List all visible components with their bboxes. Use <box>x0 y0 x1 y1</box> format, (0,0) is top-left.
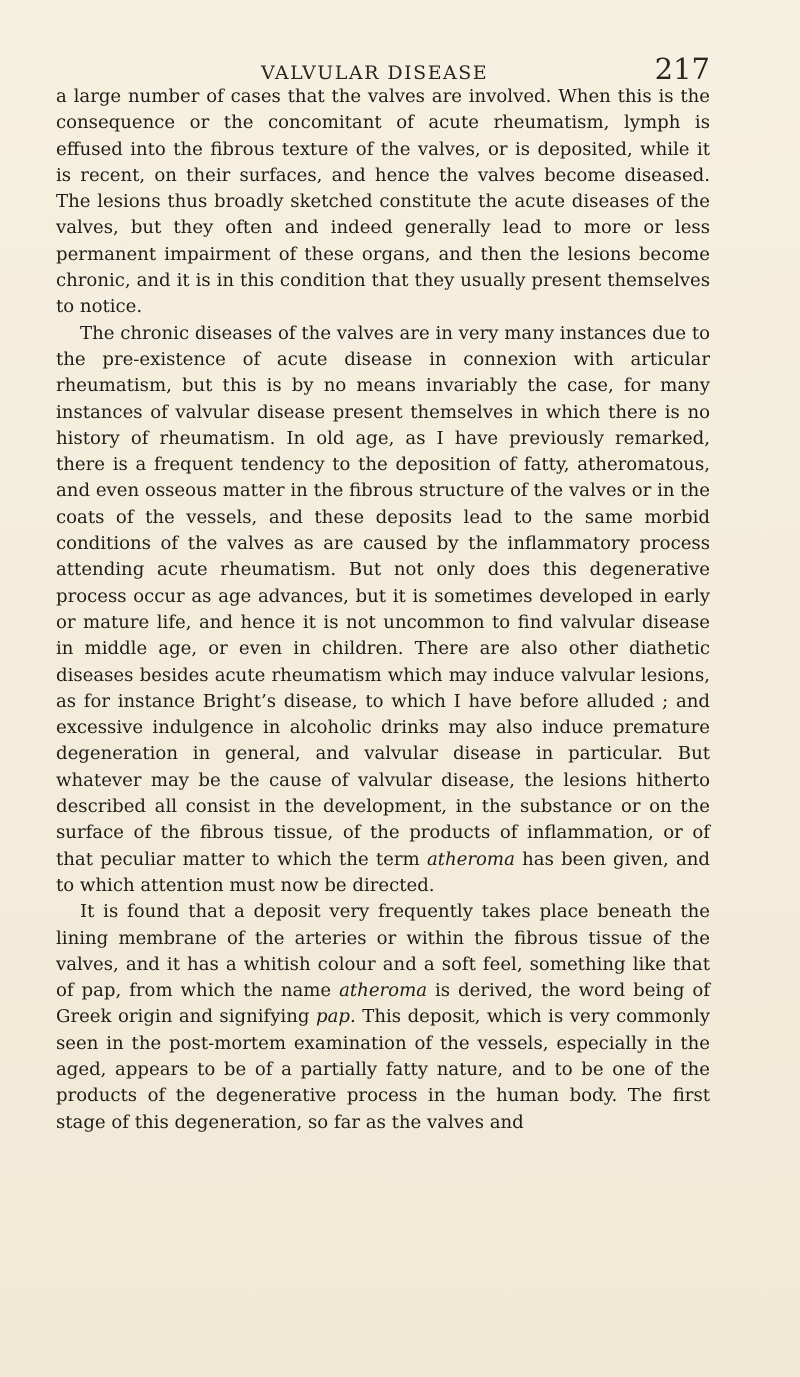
page-body <box>56 84 710 1136</box>
paragraph-3 <box>56 899 710 1136</box>
term-pap: pap. <box>316 1006 356 1028</box>
paragraph-2-text-b: has been given, and to which attention must now be directed. <box>56 848 710 896</box>
paragraph-1 <box>56 84 710 321</box>
paragraph-3-text-b: is derived, the word being of Greek origin and signifying <box>56 980 710 1028</box>
page-number: 217 <box>654 52 710 86</box>
paragraph-2 <box>56 321 710 900</box>
paragraph-1-text: a large number of cases that the valves are involved. When this is the consequence or the concomitant of acute rheumatism, lymph is effused into the fibrous texture of the valves, or is deposited, while it is recent, on their surfaces, and hence the valves become diseased. The lesions thus broadly sketched constitute the acute diseases of the valves, but they often and indeed generally lead to more or less permanent impairment of these organs, and then the lesions become chronic, and it is in this condition that they usually present themselves to notice. <box>56 86 710 318</box>
running-head: VALVULAR DISEASE <box>261 62 489 84</box>
paragraph-2-text-a: The chronic diseases of the valves are in very many instances due to the pre-existence of acute disease in connexion with articular rheumatism, but this is by no means invariably the case, for many instances of valvular disease present themselves in which there is no history of rheumatism. In old age, as I have previously remarked, there is a frequent tendency to the deposition of fatty, atheromatous, and even osseous matter in the fibrous structure of the valves or in the coats of the vessels, and these deposits lead to the same morbid conditions of the valves as are caused by the inflammatory process attending acute rheumatism. But not only does this degenerative process occur as age advances, but it is sometimes developed in early or mature life, and hence it is not uncommon to find valvular disease in middle age, or even in children. There are also other diathetic diseases besides acute rheumatism which may induce valvular lesions, as for instance Bright’s disease, to which I have before alluded ; and excessive indulgence in alcoholic drinks may also induce premature degeneration in general, and valvular disease in particular. But whatever may be the cause of valvular disease, the lesions hitherto described all consist in the development, in the substance or on the surface of the fibrous tissue, of the products of inflammation, or of that peculiar matter to which the term <box>56 322 710 870</box>
page-header <box>56 52 710 88</box>
term-atheroma-2: atheroma <box>339 980 428 1002</box>
term-atheroma: atheroma <box>426 848 515 870</box>
paragraph-3-text-a: It is found that a deposit very frequently takes place beneath the lining membrane of the arteries or within the fibrous tissue of the valves, and it has a whitish colour and a soft feel, something like that of pap, from which the name <box>56 901 710 1002</box>
paragraph-3-text-c: This deposit, which is very commonly seen in the post-mortem examination of the vessels, especially in the aged, appears to be of a partially fatty nature, and to be one of the products of the degenerative process in the human body. The first stage of this degeneration, so far as the valves and <box>56 1006 710 1133</box>
